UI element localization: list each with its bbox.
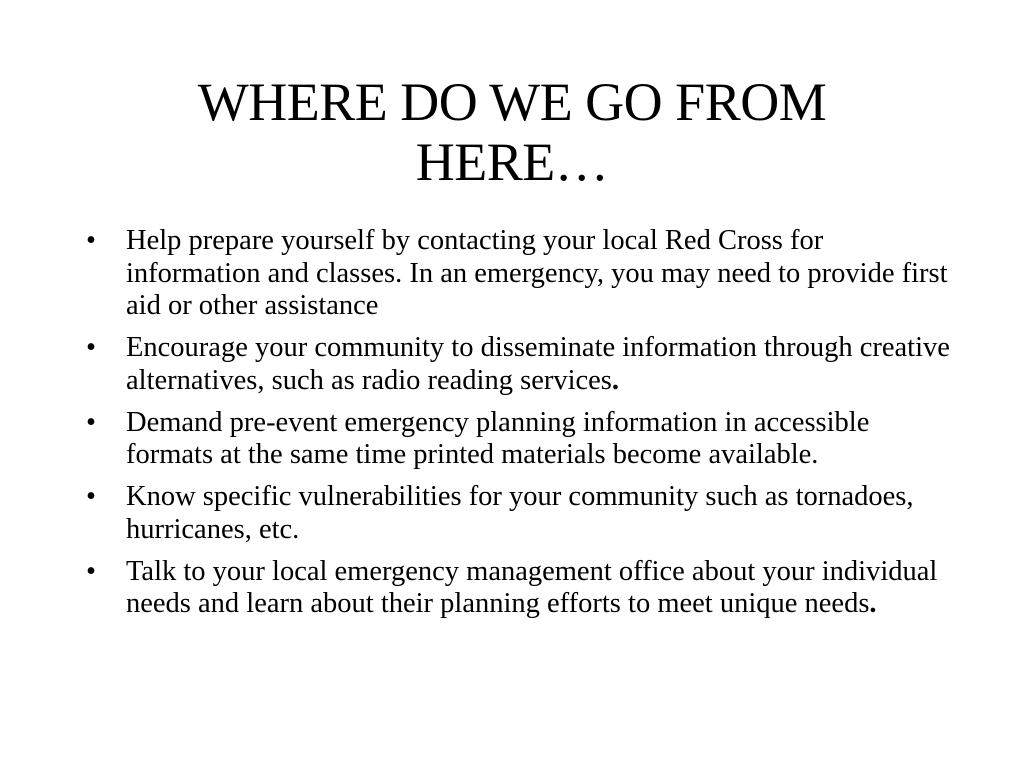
bullet-text-wrapper	[126, 407, 956, 472]
bullet-item	[86, 481, 956, 546]
bullet-icon: •	[86, 406, 96, 438]
bullet-icon: •	[86, 555, 96, 587]
bullet-text: Know specific vulnerabilities for your community such as tornadoes, hurricanes, etc.	[126, 481, 914, 545]
bullet-text-wrapper	[126, 481, 956, 546]
bullet-text-wrapper	[126, 225, 956, 323]
slide-title: WHERE DO WE GO FROM HERE…	[197, 72, 827, 192]
bullet-text: Help prepare yourself by contacting your local Red Cross for information and classes. In an emergency, you may need to provide first aid or other assistance	[126, 225, 948, 321]
bullet-text-wrapper	[126, 556, 956, 621]
bullet-item	[86, 332, 956, 397]
bullet-text: Demand pre-event emergency planning information in accessible formats at the same time printed materials become available.	[126, 406, 870, 470]
bullet-item	[86, 407, 956, 472]
bullet-icon: •	[86, 225, 96, 256]
bullet-item	[86, 225, 956, 323]
bullet-icon: •	[86, 481, 96, 512]
bullet-item	[86, 556, 956, 621]
bullet-icon: •	[86, 332, 96, 363]
bullet-text-wrapper	[126, 332, 956, 397]
bullet-text: Talk to your local emergency management office about your individual needs and learn about their planning efforts to meet unique needs	[126, 555, 938, 619]
bullet-end-mark: .	[869, 588, 877, 619]
bullet-end-mark: .	[611, 364, 620, 396]
bullet-text: Encourage your community to disseminate information through creative alternatives, such as radio reading services	[126, 332, 950, 396]
bullet-list	[86, 225, 956, 630]
